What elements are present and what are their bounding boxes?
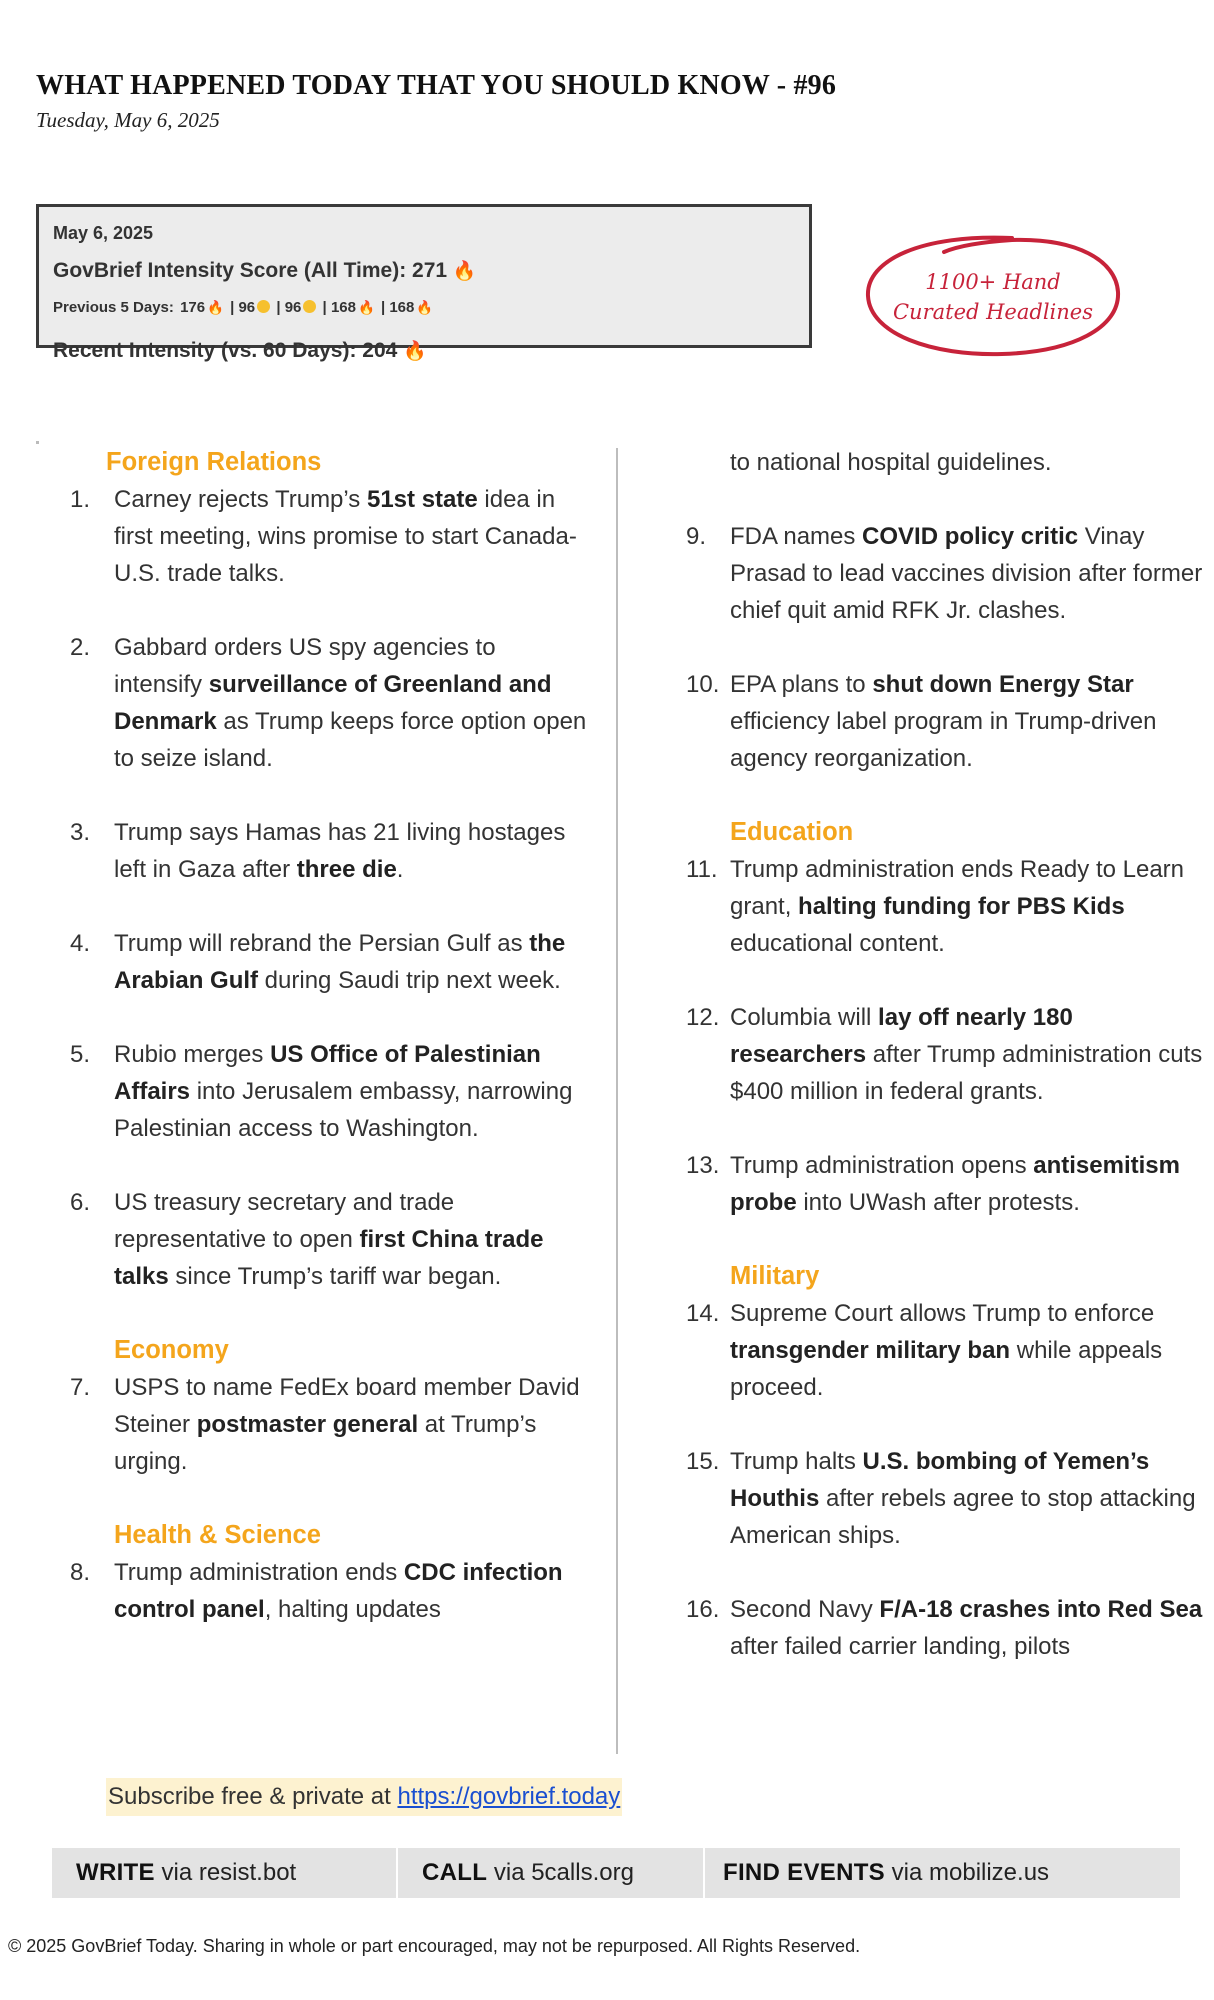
list-item: 13. Trump administration opens antisemitism probe into UWash after protests. <box>686 1152 1180 1216</box>
list-item: 8. Trump administration ends CDC infection control panel, halting updates <box>70 1559 563 1623</box>
page-title: WHAT HAPPENED TODAY THAT YOU SHOULD KNOW - #96 <box>36 70 837 101</box>
score-date: May 6, 2025 <box>53 223 154 243</box>
fire-icon: 🔥 <box>403 341 427 362</box>
section-heading-military: Military <box>730 1262 820 1290</box>
intensity-value: 271 <box>412 259 448 282</box>
section-heading-economy: Economy <box>114 1336 229 1364</box>
intensity-label: GovBrief Intensity Score (All Time): <box>53 259 407 282</box>
curated-headlines-stamp <box>862 230 1124 362</box>
list-item: 10. EPA plans to shut down Energy Star efficiency label program in Trump-driven agency reorganization. <box>686 671 1157 772</box>
column-divider <box>616 448 618 1754</box>
list-item: 12. Columbia will lay off nearly 180 researchers after Trump administration cuts $400 million in federal grants. <box>686 1004 1203 1105</box>
list-item: 14. Supreme Court allows Trump to enforce transgender military ban while appeals proceed. <box>686 1300 1163 1401</box>
list-item: 3. Trump says Hamas has 21 living hostages left in Gaza after three die. <box>70 819 566 883</box>
call-action[interactable]: CALL via 5calls.org <box>422 1859 634 1886</box>
write-action[interactable]: WRITE via resist.bot <box>76 1859 297 1886</box>
page-date: Tuesday, May 6, 2025 <box>36 108 220 132</box>
intensity-score <box>53 259 476 283</box>
list-item: 15. Trump halts U.S. bombing of Yemen’s Houthis after rebels agree to stop attacking American ships. <box>686 1448 1196 1549</box>
fire-icon: 🔥 <box>357 300 375 315</box>
stamp-line-1: 1100+ Hand <box>925 270 1061 294</box>
subscribe-text: Subscribe free & private at <box>108 1783 398 1810</box>
stamp-line-2: Curated Headlines <box>892 300 1093 324</box>
subscribe-banner <box>106 1778 622 1816</box>
left-column <box>70 444 590 1628</box>
yellow-dot-icon <box>303 300 316 313</box>
action-bar <box>52 1848 1180 1898</box>
find-events-action[interactable]: FIND EVENTS via mobilize.us <box>723 1859 1050 1886</box>
section-heading-education: Education <box>730 818 854 846</box>
list-item: 1. Carney rejects Trump’s 51st state idea in first meeting, wins promise to start Canada-U.S. trade talks. <box>70 486 577 587</box>
recent-intensity <box>53 339 427 363</box>
right-column <box>686 444 1206 1665</box>
fire-icon: 🔥 <box>416 300 434 315</box>
yellow-dot-icon <box>257 300 270 313</box>
intensity-score-box <box>36 204 812 362</box>
previous-days: Previous 5 Days: 176 🔥 | 96 | 96 | 168 🔥 | 168 🔥 <box>53 299 434 316</box>
list-item: 11. Trump administration ends Ready to Learn grant, halting funding for PBS Kids educational content. <box>686 856 1185 957</box>
section-heading-foreign-relations: Foreign Relations <box>106 448 322 476</box>
section-heading-health-science: Health & Science <box>114 1521 321 1549</box>
fire-icon: 🔥 <box>452 261 477 282</box>
prev-label: Previous 5 Days: <box>53 299 174 316</box>
list-item: 4. Trump will rebrand the Persian Gulf as the Arabian Gulf during Saudi trip next week. <box>70 930 566 994</box>
list-item: 6. US treasury secretary and trade representative to open first China trade talks since Trump’s tariff war began. <box>70 1189 544 1290</box>
list-item-continuation: to national hospital guidelines. <box>730 449 1052 476</box>
subscribe-link[interactable]: https://govbrief.today <box>397 1783 621 1810</box>
prev-value: 96 <box>284 299 302 316</box>
recent-label: Recent Intensity (vs. 60 Days): <box>53 339 357 362</box>
prev-value: 168 <box>330 299 356 316</box>
circle-scribble-icon <box>862 230 1124 362</box>
prev-value: 176 <box>180 299 206 316</box>
list-item: 16. Second Navy F/A-18 crashes into Red Sea after failed carrier landing, pilots <box>686 1596 1203 1660</box>
list-item: 9. FDA names COVID policy critic Vinay Prasad to lead vaccines division after former chief quit amid RFK Jr. clashes. <box>686 523 1203 624</box>
recent-value: 204 <box>362 339 398 362</box>
list-item: 5. Rubio merges US Office of Palestinian Affairs into Jerusalem embassy, narrowing Palestinian access to Washington. <box>70 1041 573 1142</box>
decorative-dot <box>36 441 39 444</box>
copyright-footer: © 2025 GovBrief Today. Sharing in whole or part encouraged, may not be repurposed. All Rights Reserved. <box>8 1936 861 1956</box>
fire-icon: 🔥 <box>207 300 224 315</box>
list-item: 7. USPS to name FedEx board member David Steiner postmaster general at Trump’s urging. <box>70 1374 580 1475</box>
list-item: 2. Gabbard orders US spy agencies to intensify surveillance of Greenland and Denmark as Trump keeps force option open to seize island. <box>70 634 587 772</box>
prev-value: 96 <box>238 299 256 316</box>
prev-value: 168 <box>389 299 415 316</box>
